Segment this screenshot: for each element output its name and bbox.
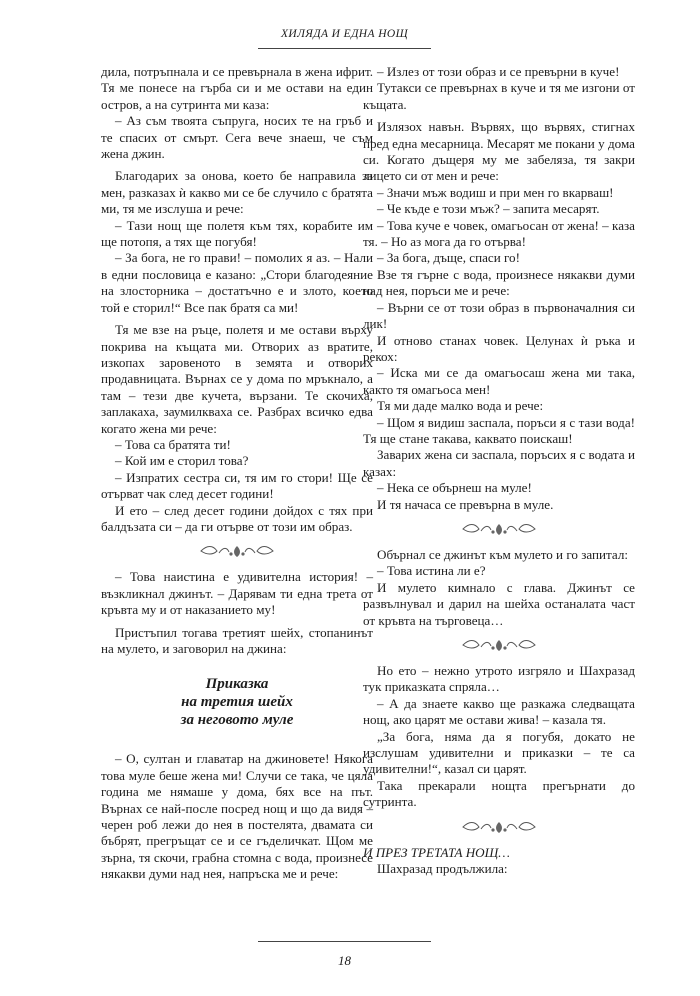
footer-divider <box>258 941 431 942</box>
paragraph: – Тази нощ ще полетя към тях, корабите им ще потопя, а тях ще погубя! <box>101 217 373 250</box>
paragraph: Но ето – нежно утрото изгряло и Шахразад тук приказката спряла… <box>363 663 635 695</box>
paragraph: Взе тя гърне с вода, произнесе някакви думи над нея, поръси ме и рече: <box>363 266 635 299</box>
paragraph: Излязох навън. Вървях, що вървях, стигнах пред една месарница. Месарят ме покани у дома си. Когато дъщеря му ме забеляза, тя закри лицето си от мен и рече: <box>363 119 635 184</box>
right-column <box>363 64 635 877</box>
paragraph: Тутакси се превърнах в куче и тя ме изгони от къщата. <box>363 80 635 112</box>
paragraph: И тя начаса се превърна в муле. <box>377 496 554 512</box>
paragraph: Тя ме взе на ръце, полетя и ме остави върху покрива на къщата ми. Отворих аз вратите, изкопах заровеното в земята и отворих продавницата. Върнах се у дома по мръкнало, а там – тези две кучета, вързани. Те скочиха, заплакаха, заумилкваха се. Разбрах всичко едва когато жена ми рече: <box>101 322 373 436</box>
paragraph: – Кой им е сторил това? <box>115 453 249 469</box>
paragraph: – Това наистина е удивителна история! – възкликнал джинът. – Дарявам ти една трета от кръвта му и от наказанието му! <box>101 569 373 618</box>
header-divider <box>258 48 431 49</box>
paragraph: „За бога, няма да я погубя, докато не изслушам удивителни и приказки – те са удивителни!“, казал си царят. <box>363 728 635 777</box>
paragraph: Тя ми даде малко вода и рече: <box>377 398 544 414</box>
paragraph: – Това са братята ти! <box>115 436 231 452</box>
page-number: 18 <box>338 953 351 968</box>
paragraph: – За бога, не го прави! – помолих я аз. – Нали в едни пословица е казано: „Стори благодеяние на злосторника – достатъчно е и злото, което той е сторил!“ Все пак братя са ми! <box>101 250 373 315</box>
paragraph: И отново станах човек. Целунах ѝ ръка и рекох: <box>363 332 635 364</box>
paragraph: – Нека се обърнеш на муле! <box>377 480 532 496</box>
paragraph: – Че къде е този мъж? – запита месарят. <box>377 201 600 217</box>
paragraph: Пристъпил тогава третият шейх, стопанинът на мулето, и заговорил на джина: <box>101 624 373 656</box>
running-header: ХИЛЯДА И ЕДНА НОЩ <box>280 28 409 40</box>
paragraph: – За бога, дъще, спаси го! <box>377 250 520 266</box>
paragraph: – Изпратих сестра си, тя им го стори! Ще се отърват чак след десет години! <box>101 469 373 502</box>
story-title-line: Приказка <box>205 676 269 693</box>
night-heading: И ПРЕЗ ТРЕТАТА НОЩ… <box>363 844 510 860</box>
paragraph: – Това куче е човек, омагьосан от жена! – каза тя. – Но аз мога да го отърва! <box>363 217 635 250</box>
story-title <box>101 675 373 729</box>
paragraph: – Щом я видиш заспала, поръси я с тази вода! Тя ще стане такава, каквато поискаш! <box>363 414 635 446</box>
paragraph: Обърнал се джинът към мулето и го запитал: <box>377 546 629 562</box>
floral-ornament-icon <box>363 819 635 835</box>
floral-ornament-icon <box>363 521 635 537</box>
story-title-line: на третия шейх <box>181 694 293 711</box>
paragraph: – Това истина ли е? <box>377 563 486 579</box>
paragraph: Заварих жена си заспала, поръсих я с водата и казах: <box>363 447 635 479</box>
paragraph: И ето – след десет години дойдох с тях при балдъзата си – да ги отърве от този им образ. <box>101 502 373 534</box>
paragraph: – Излез от този образ и се превърни в куче! <box>377 64 620 79</box>
floral-ornament-icon <box>101 543 373 559</box>
paragraph: – Върни се от този образ в първоначалния си лик! <box>363 299 635 332</box>
paragraph: – Аз съм твоята съпруга, носих те на гръб и те спасих от смърт. Сега вече знаеш, че съм жена джин. <box>101 113 373 162</box>
paragraph: дила, потръпнала и се превърнала в жена ифрит. Тя ме понесе на гърба си и ме остави на един остров, а на сутринта ми каза: <box>101 64 373 112</box>
paragraph: – Значи мъж водиш и при мен го вкарваш! <box>377 184 614 200</box>
paragraph: Благодарих за онова, което бе направила за мен, разказах ѝ какво ми се бе случило с братята ми, тя ме изслуша и рече: <box>101 168 373 217</box>
paragraph: И мулето кимнало с глава. Джинът се развълнувал и дарил на шейха останалата част от кръвта на търговеца… <box>363 579 635 628</box>
story-title-line: за неговото муле <box>180 712 294 729</box>
paragraph: – О, султан и главатар на джиновете! Някога това муле беше жена ми! Случи се така, че цяла година ме нямаше у дома, бях все на път. Върнах се най-после посред нощ и що да видя – черен роб лежи до нея в постелята, двамата си бъбрят, прегръщат се и се гъделичкат. Щом ме зърна, тя скочи, грабна стомна с вода, произнесе някакви думи над нея, напръска ме и рече: <box>101 751 373 882</box>
left-column <box>101 64 373 883</box>
paragraph: – А да знаете какво ще разкажа следващата нощ, ако царят ме остави жива! – казала тя. <box>363 695 635 728</box>
paragraph: Така прекарали нощта прегърнати до сутринта. <box>363 777 635 810</box>
paragraph: Шахразад продължила: <box>377 861 508 877</box>
paragraph: – Иска ми се да омагьосаш жена ми така, както тя омагьоса мен! <box>363 365 635 397</box>
floral-ornament-icon <box>363 637 635 653</box>
